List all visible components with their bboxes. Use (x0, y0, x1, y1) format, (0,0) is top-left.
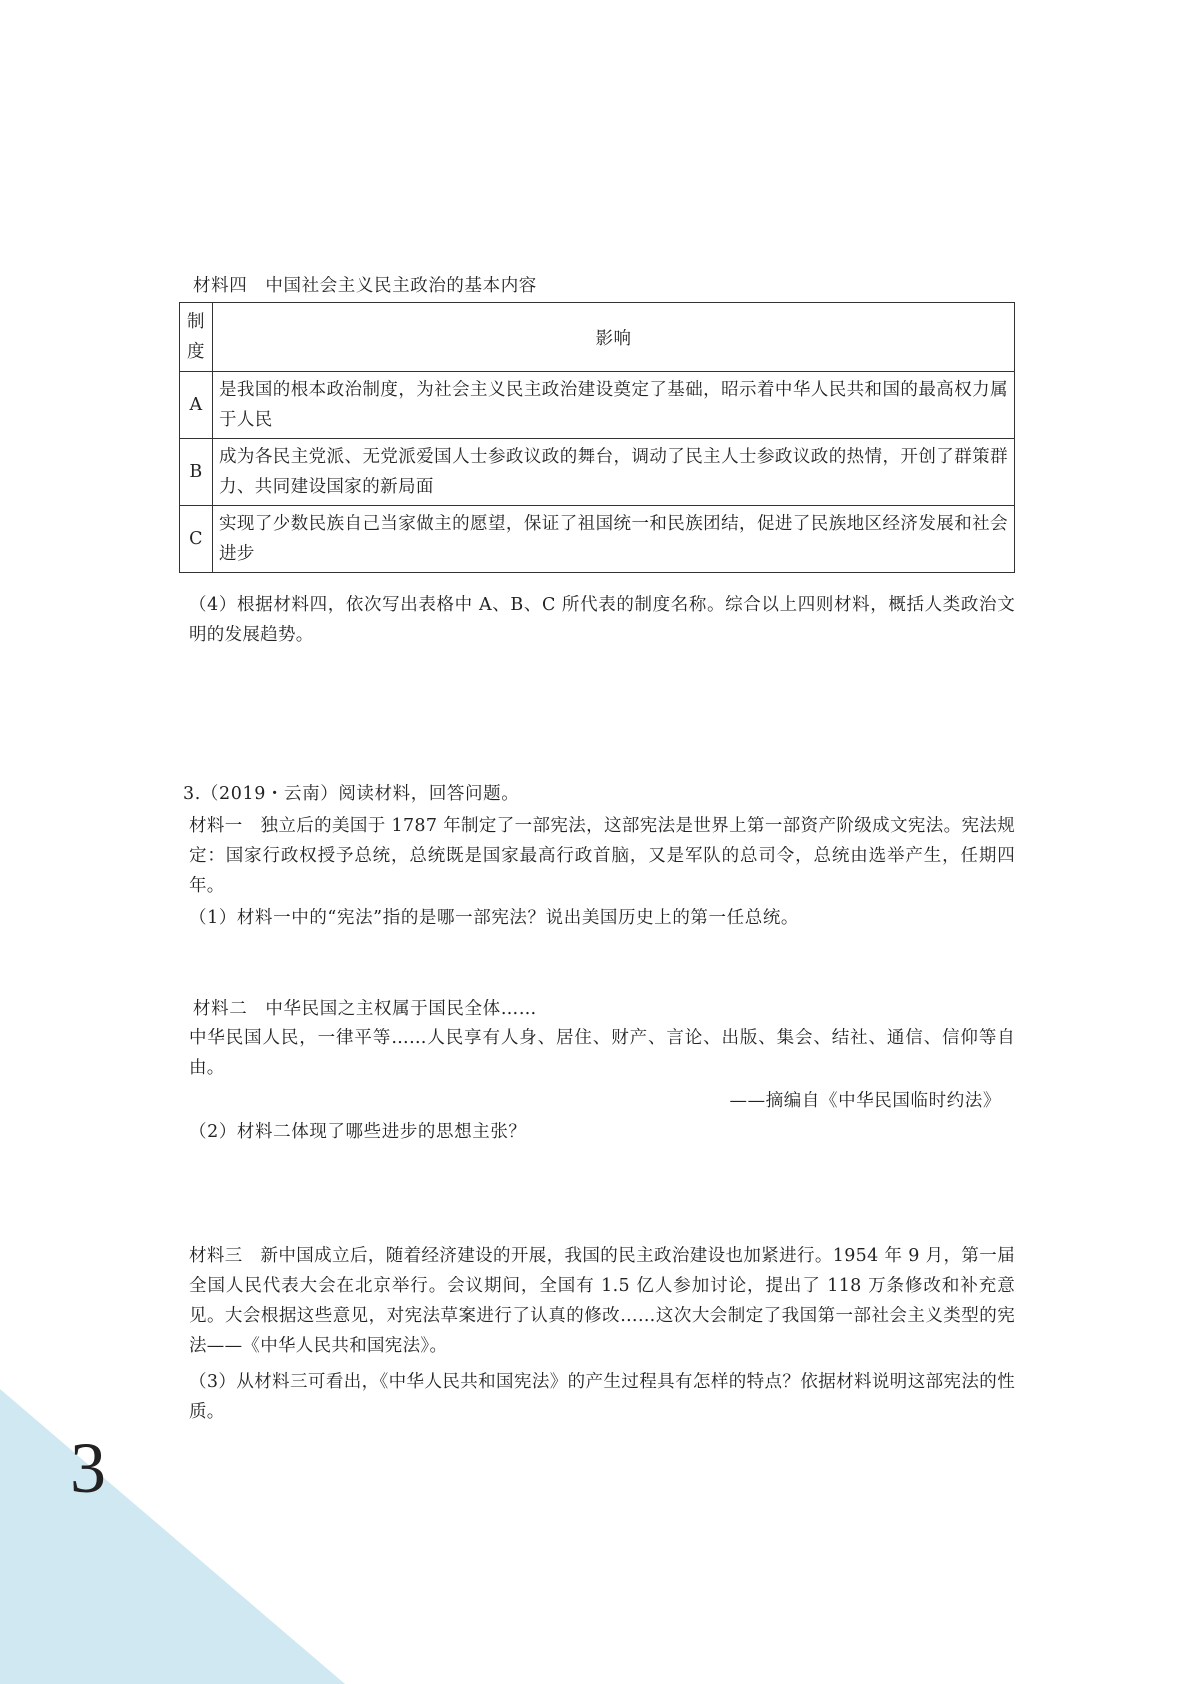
q3-heading: 3.（2019・云南）阅读材料，回答问题。 (183, 784, 520, 804)
corner-decoration (0, 1389, 345, 1684)
table-row (180, 439, 1015, 506)
material4-title: 材料四 中国社会主义民主政治的基本内容 (193, 276, 537, 296)
table-header-system: 制度 (180, 303, 213, 372)
material2-source: ——摘编自《中华民国临时约法》 (729, 1091, 1001, 1111)
row-label: B (180, 439, 213, 506)
page-number: 3 (70, 1428, 106, 1508)
material3: 材料三 新中国成立后，随着经济建设的开展，我国的民主政治建设也加紧进行。1954 年 9 月，第一届全国人民代表大会在北京举行。会议期间，全国有 1.5 亿人参加讨论，提出了 118 万条修改和补充意见。大会根据这些意见，对宪法草案进行了认真的修改……这次大会制定了我国第一部社会主义类型的宪法——《中华人民共和国宪法》。 (189, 1246, 1015, 1356)
table-header-influence: 影响 (213, 303, 1015, 372)
table-row (180, 372, 1015, 439)
row-label: A (180, 372, 213, 439)
table-row (180, 506, 1015, 573)
question-2: （2）材料二体现了哪些进步的思想主张？ (189, 1122, 527, 1142)
question-4: （4）根据材料四，依次写出表格中 A、B、C 所代表的制度名称。综合以上四则材料，概括人类政治文明的发展趋势。 (189, 595, 1015, 645)
row-text: 是我国的根本政治制度，为社会主义民主政治建设奠定了基础，昭示着中华人民共和国的最高权力属于人民 (213, 372, 1015, 439)
material1: 材料一 独立后的美国于 1787 年制定了一部宪法，这部宪法是世界上第一部资产阶级成文宪法。宪法规定：国家行政权授予总统，总统既是国家最高行政首脑，又是军队的总司令，总统由选举产生，任期四年。 (189, 816, 1015, 896)
material2-title: 材料二 中华民国之主权属于国民全体…… (193, 999, 537, 1019)
material4-table (179, 302, 1015, 573)
question-3: （3）从材料三可看出，《中华人民共和国宪法》的产生过程具有怎样的特点？依据材料说明这部宪法的性质。 (189, 1372, 1015, 1422)
material2-body: 中华民国人民，一律平等……人民享有人身、居住、财产、言论、出版、集会、结社、通信、信仰等自由。 (189, 1028, 1015, 1078)
row-text: 成为各民主党派、无党派爱国人士参政议政的舞台，调动了民主人士参政议政的热情，开创了群策群力、共同建设国家的新局面 (213, 439, 1015, 506)
row-text: 实现了少数民族自己当家做主的愿望，保证了祖国统一和民族团结，促进了民族地区经济发展和社会进步 (213, 506, 1015, 573)
question-1: （1）材料一中的“宪法”指的是哪一部宪法？说出美国历史上的第一任总统。 (189, 908, 800, 928)
row-label: C (180, 506, 213, 573)
table-header-row (180, 303, 1015, 372)
